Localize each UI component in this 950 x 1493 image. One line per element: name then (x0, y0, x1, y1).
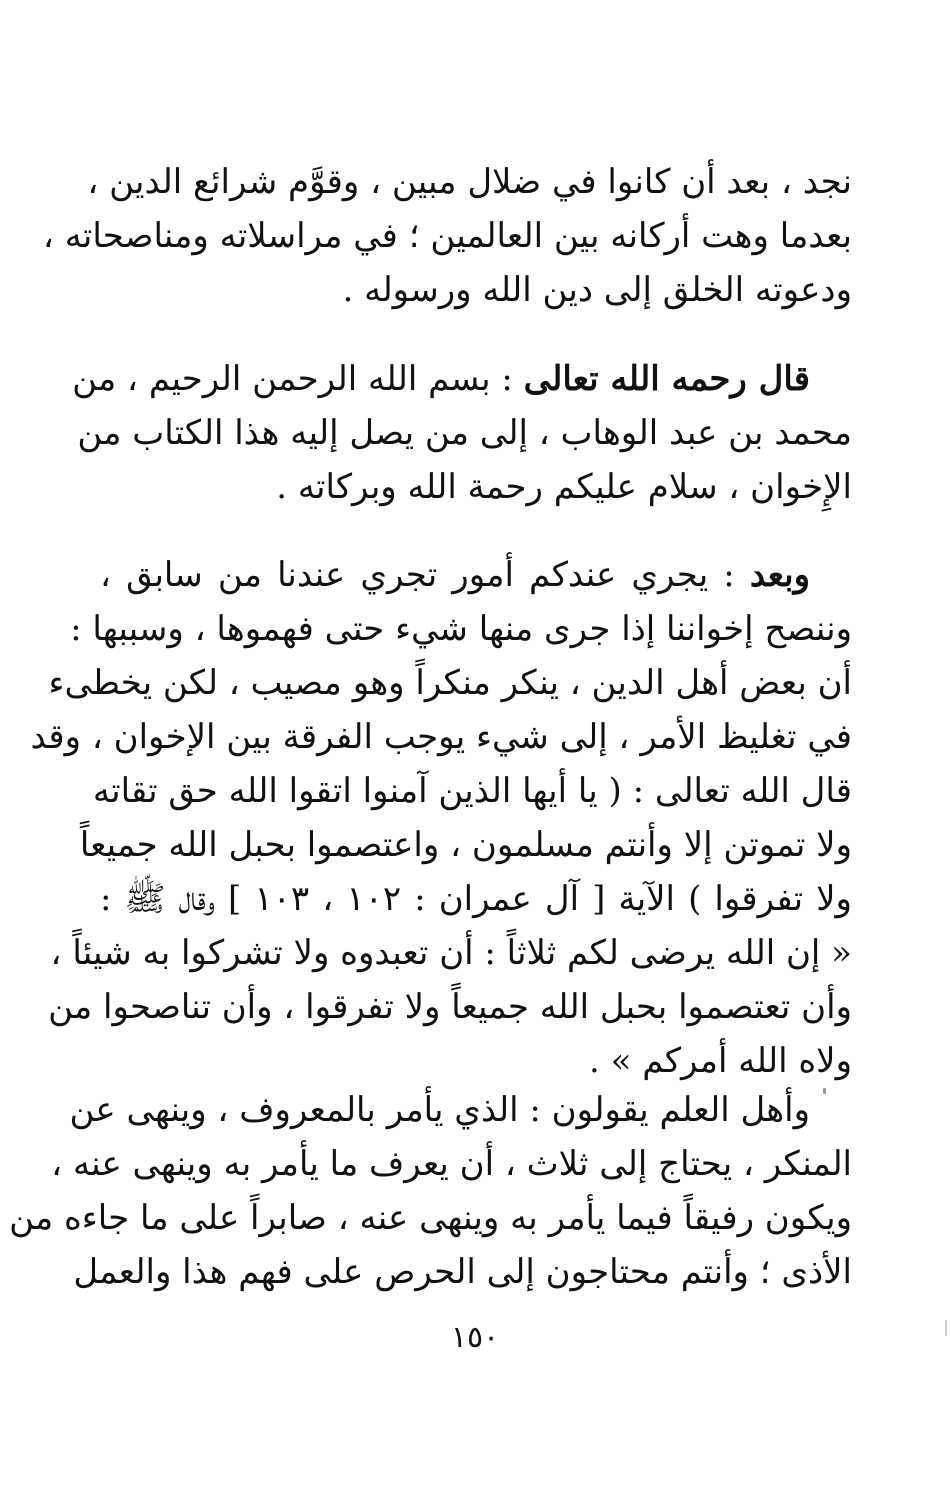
text-line: ولاه الله أمركم » . (589, 1041, 852, 1081)
text-line: ويكون رفيقاً فيما يأمر به وينهى عنه ، صابراً على ما جاءه من (9, 1198, 852, 1238)
text-line: ولا تفرقوا ) الآية [ آل عمران : ١٠٢ ، ١٠٣ ] وقال ﷺ : (100, 879, 852, 919)
text-span: : بسم الله الرحمن الرحيم ، من (72, 359, 524, 399)
paragraph-4 (9, 1083, 852, 1299)
bold-lead: قال رحمه الله تعالى (523, 359, 810, 399)
text-span: : يجري عندكم أمور تجري عندنا من سابق ، (100, 555, 750, 595)
text-line: « إن الله يرضى لكم ثلاثاً : أن تعبدوه ولا تشركوا به شيئاً ، (50, 933, 852, 973)
text-line: المنكر ، يحتاج إلى ثلاث ، أن يعرف ما يأمر به وينهى عنه ، (51, 1144, 852, 1184)
scan-edge-mark (945, 1320, 947, 1336)
text-line: في تغليظ الأمر ، إلى شيء يوجب الفرقة بين الإخوان ، وقد (30, 717, 852, 757)
text-line (100, 548, 852, 602)
text-line: نجد ، بعد أن كانوا في ضلال مبين ، وقوَّم شرائع الدين ، (87, 162, 852, 202)
text-line: محمد بن عبد الوهاب ، إلى من يصل إليه هذا الكتاب من (77, 413, 852, 453)
text-line: الأذى ؛ وأنتم محتاجون إلى الحرص على فهم هذا والعمل (73, 1252, 852, 1292)
text-line: ولا تموتن إلا وأنتم مسلمون ، واعتصموا بحبل الله جميعاً (79, 825, 852, 865)
text-line: وننصح إخواننا إذا جرى منها شيء حتى فهموها ، وسببها : (70, 609, 852, 649)
paragraph-1 (42, 155, 852, 317)
text-line: وأن تعتصموا بحبل الله جميعاً ولا تفرقوا ، وأن تناصحوا من (48, 987, 852, 1027)
bold-lead: وبعد (749, 555, 810, 595)
text-line: ودعوته الخلق إلى دين الله ورسوله . (342, 270, 852, 310)
page-number: ١٥٠ (450, 1320, 500, 1355)
text-line: وأهل العلم يقولون : الذي يأمر بالمعروف ، وينهى عن (69, 1090, 810, 1130)
text-line: بعدما وهت أركانه بين العالمين ؛ في مراسلاته ومناصحاته ، (42, 216, 852, 256)
text-line: الإِخوان ، سلام عليكم رحمة الله وبركاته . (276, 467, 852, 507)
text-line (72, 352, 852, 406)
paragraph-2 (72, 352, 852, 514)
paragraph-3 (30, 548, 852, 1088)
text-line: أن بعض أهل الدين ، ينكر منكراً وهو مصيب ، لكن يخطىء (48, 663, 852, 703)
text-line: قال الله تعالى : ( يا أيها الذين آمنوا اتقوا الله حق تقاته (92, 771, 852, 811)
